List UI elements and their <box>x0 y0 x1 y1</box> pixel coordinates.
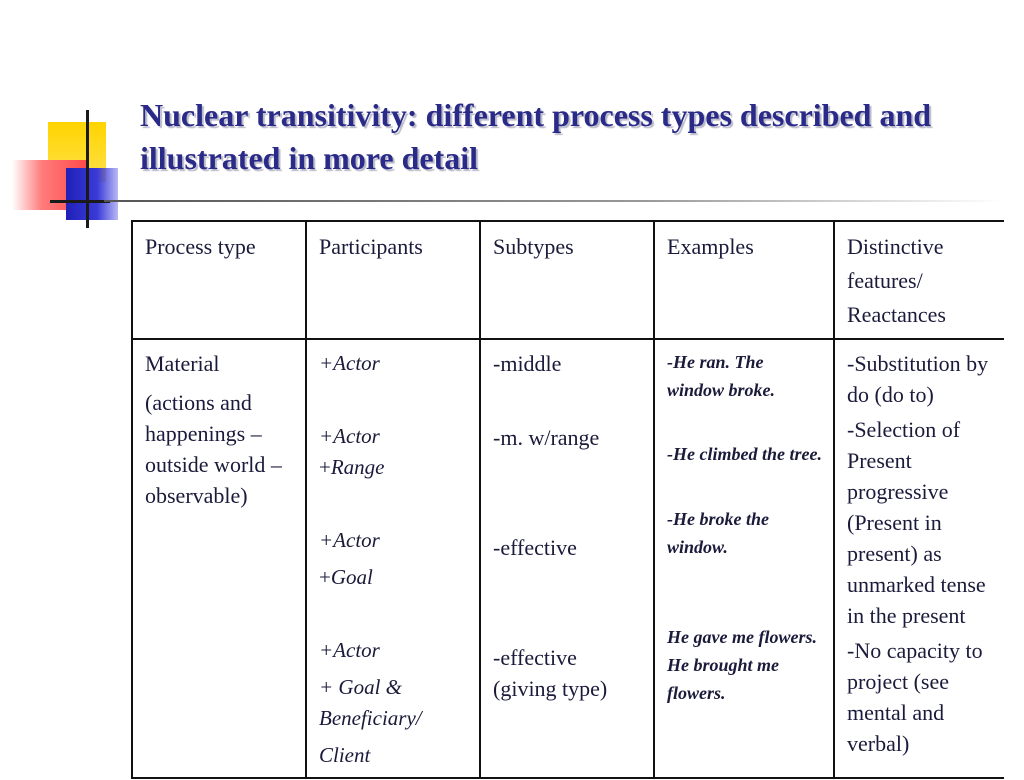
decorative-horizontal-line <box>50 200 110 203</box>
process-type-name: Material <box>145 351 220 376</box>
participant-line: +Actor <box>319 424 380 448</box>
participant-line <box>319 452 469 483</box>
distinctive-item: -Substitution by do (do to) <box>847 351 989 407</box>
process-type-description: (actions and happenings – outside world – observable) <box>145 390 282 508</box>
subtype-item: -effective <box>493 535 577 560</box>
distinctive-item: -Selection of Present progressive (Present in present) as unmarked tense in the present <box>847 417 986 628</box>
example-item: -He broke the window. <box>667 509 769 557</box>
cell-distinctive-features <box>834 339 1004 778</box>
decorative-blue-square <box>66 168 118 220</box>
participant-role: Goal <box>330 565 373 589</box>
header-process-type: Process type <box>132 221 306 339</box>
participant-line: Client <box>319 743 371 767</box>
table-row-material <box>132 339 1004 778</box>
participant-line <box>319 562 469 593</box>
participant-line: + Goal & Beneficiary/ <box>319 675 422 730</box>
decorative-vertical-line <box>86 110 89 228</box>
cell-subtypes <box>480 339 654 778</box>
subtype-item: -effective (giving type) <box>493 645 608 701</box>
process-table <box>131 220 1004 779</box>
participant-prefix: + <box>319 565 331 589</box>
participant-line: +Actor <box>319 638 380 662</box>
distinctive-item: -No capacity to project (see mental and verbal) <box>847 638 983 756</box>
cell-participants <box>306 339 480 778</box>
cell-examples <box>654 339 834 778</box>
header-subtypes: Subtypes <box>480 221 654 339</box>
header-examples: Examples <box>654 221 834 339</box>
subtype-item: -middle <box>493 351 562 376</box>
subtype-item: -m. w/range <box>493 425 600 450</box>
cell-process-type <box>132 339 306 778</box>
participant-line: +Actor <box>319 351 380 375</box>
participant-role: Range <box>330 455 385 479</box>
example-item: -He climbed the tree. <box>667 444 822 464</box>
table-header-row <box>132 221 1004 339</box>
participant-line: +Actor <box>319 528 380 552</box>
example-item: He gave me flowers. He brought me flowers. <box>667 627 817 703</box>
title-underline-rule <box>104 200 1004 202</box>
process-table-container <box>131 220 1004 780</box>
participant-prefix: + <box>319 455 331 479</box>
example-item: -He ran. The window broke. <box>667 352 776 400</box>
header-distinctive-features: Distinctive features/ Reactances <box>834 221 1004 339</box>
header-participants: Participants <box>306 221 480 339</box>
slide-title: Nuclear transitivity: different process types described and illustrated in more detail <box>140 97 932 176</box>
